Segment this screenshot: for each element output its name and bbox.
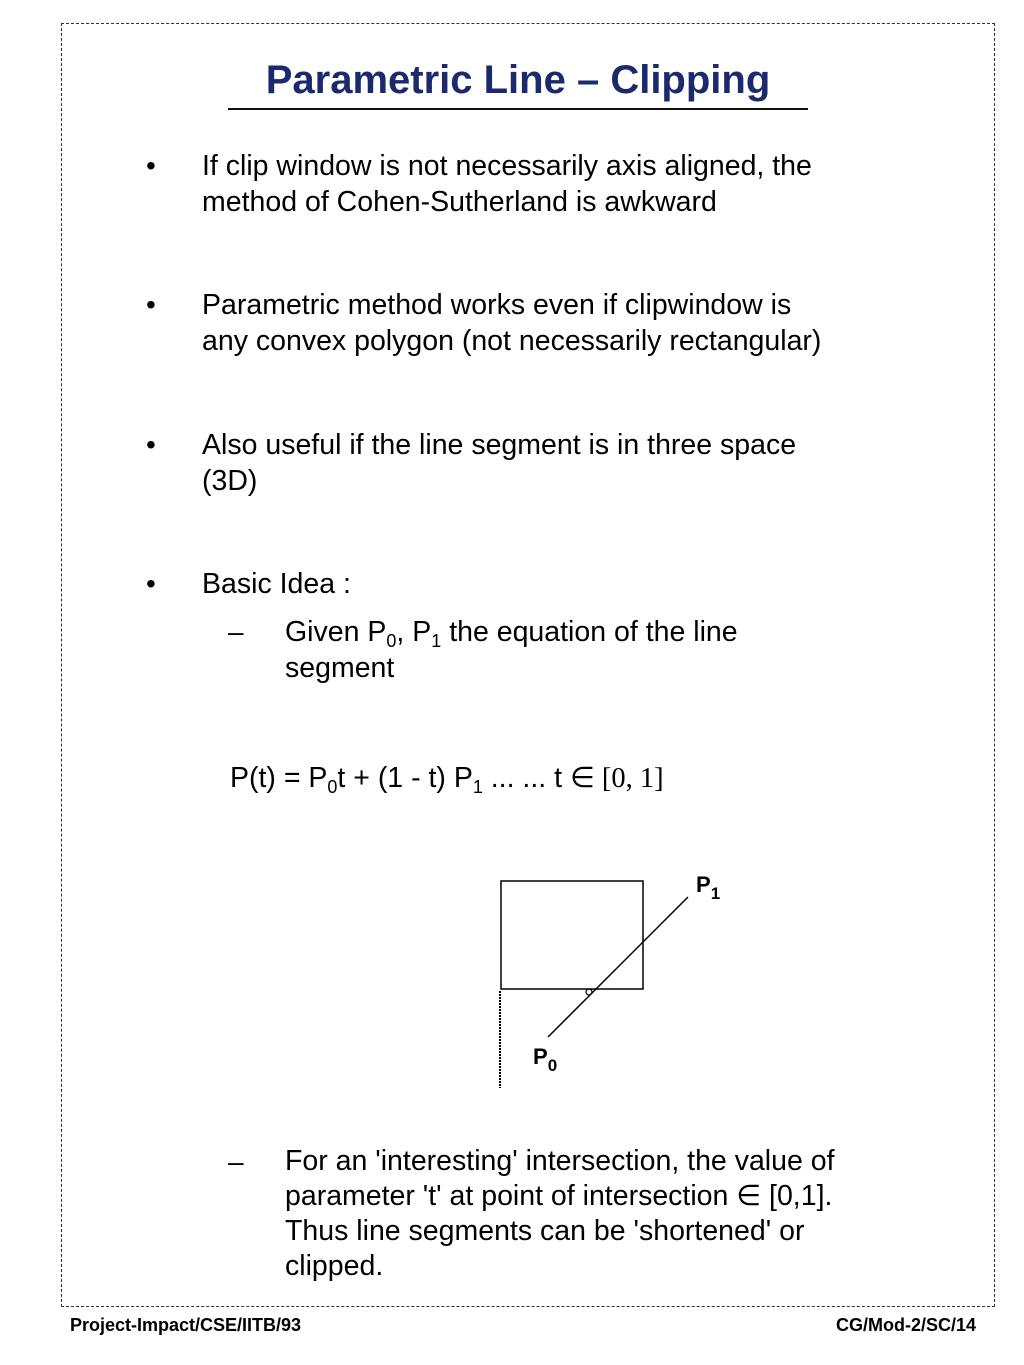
text-run: , P xyxy=(396,616,432,648)
bullet-mark: • xyxy=(146,429,156,460)
subscript: 1 xyxy=(431,631,442,651)
bullet-text: Also useful if the line segment is in three space (3D) xyxy=(202,429,797,497)
bullet-mark: • xyxy=(146,150,156,181)
line-segment xyxy=(548,897,688,1037)
bullet-mark: • xyxy=(146,289,156,320)
p1-label: $P_1$ xyxy=(696,872,721,903)
intersection-point xyxy=(586,989,592,995)
bullet-text: Parametric method works even if clipwindow is any convex polygon (not necessarily rectangular) xyxy=(202,289,822,357)
dash-mark: – xyxy=(228,616,244,647)
equation-interval: ∈ [0, 1] xyxy=(569,763,664,794)
text-run: segment xyxy=(285,652,395,684)
subscript: 1 xyxy=(472,777,483,797)
text-run: Given P xyxy=(285,616,387,648)
p0-label: $P_0$ xyxy=(533,1044,558,1075)
title-underline xyxy=(228,108,808,110)
equation-part: P(t) = P xyxy=(230,762,328,794)
sub-bullet-text: For an 'interesting' intersection, the value of parameter 't' at point of intersection ∈ [0,1]. Thus line segments can be 'shortened' or clipped. xyxy=(285,1145,835,1282)
bullet-text: If clip window is not necessarily axis aligned, the method of Cohen-Sutherland is awkward xyxy=(202,150,812,218)
bullet-mark: • xyxy=(146,568,156,599)
equation-part: ... ... t xyxy=(482,762,570,794)
page-title: Parametric Line – Clipping xyxy=(265,58,771,102)
clip-window xyxy=(501,881,643,989)
equation-part: t + (1 - t) P xyxy=(337,762,473,794)
subscript: 0 xyxy=(327,777,338,797)
footer-left: Project-Impact/CSE/IITB/93 xyxy=(70,1315,302,1335)
clipping-diagram xyxy=(490,866,740,1091)
subscript: 0 xyxy=(386,631,397,651)
dash-mark: – xyxy=(228,1146,244,1177)
bullet-text: Basic Idea : xyxy=(202,568,351,600)
sub-bullet-text xyxy=(285,614,935,686)
footer-right: CG/Mod-2/SC/14 xyxy=(835,1315,976,1335)
text-run: the equation of the line xyxy=(441,616,738,648)
parametric-equation xyxy=(230,760,664,797)
